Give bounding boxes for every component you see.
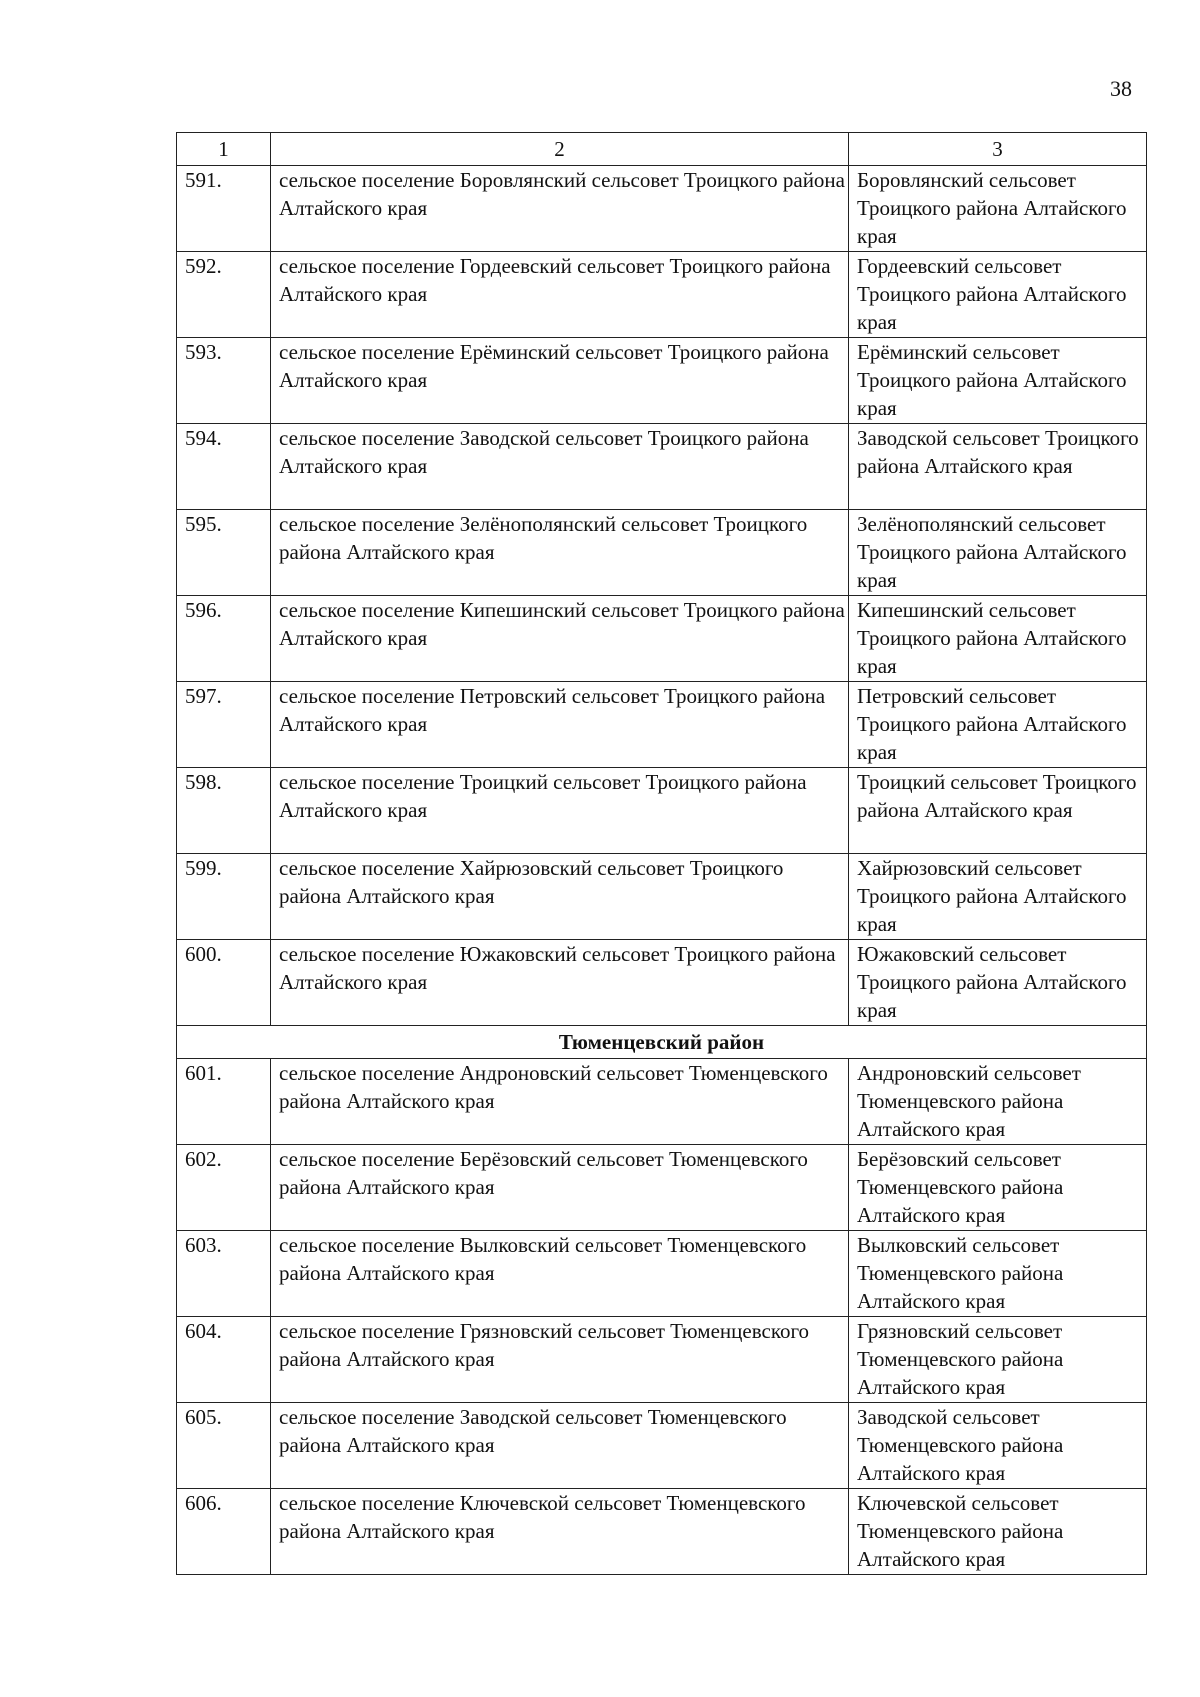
table-header-row <box>177 133 1147 166</box>
short-name-cell: Заводской сельсовет Тюменцевского района Алтайского края <box>849 1403 1147 1489</box>
short-name-cell: Хайрюзовский сельсовет Троицкого района Алтайского края <box>849 854 1147 940</box>
table-row <box>177 940 1147 1026</box>
short-name-cell: Петровский сельсовет Троицкого района Алтайского края <box>849 682 1147 768</box>
full-name-cell: сельское поселение Троицкий сельсовет Троицкого района Алтайского края <box>271 768 849 854</box>
table-row <box>177 682 1147 768</box>
table-row <box>177 854 1147 940</box>
page-number: 38 <box>1110 76 1132 101</box>
row-number-cell: 597. <box>177 682 271 768</box>
table-row <box>177 424 1147 510</box>
row-number-cell: 595. <box>177 510 271 596</box>
row-number-cell: 603. <box>177 1231 271 1317</box>
table-row <box>177 510 1147 596</box>
row-number-cell: 602. <box>177 1145 271 1231</box>
full-name-cell: сельское поселение Ключевской сельсовет Тюменцевского района Алтайского края <box>271 1489 849 1575</box>
table-row <box>177 768 1147 854</box>
short-name-cell: Боровлянский сельсовет Троицкого района Алтайского края <box>849 166 1147 252</box>
section-row <box>177 1026 1147 1059</box>
short-name-cell: Заводской сельсовет Троицкого района Алтайского края <box>849 424 1147 510</box>
short-name-cell: Ключевской сельсовет Тюменцевского района Алтайского края <box>849 1489 1147 1575</box>
short-name-cell: Андроновский сельсовет Тюменцевского района Алтайского края <box>849 1059 1147 1145</box>
table-row <box>177 1231 1147 1317</box>
row-number-cell: 606. <box>177 1489 271 1575</box>
table-row <box>177 1059 1147 1145</box>
table-body <box>177 133 1147 1575</box>
short-name-cell: Троицкий сельсовет Троицкого района Алтайского края <box>849 768 1147 854</box>
full-name-cell: сельское поселение Гордеевский сельсовет Троицкого района Алтайского края <box>271 252 849 338</box>
section-title: Тюменцевский район <box>177 1026 1147 1059</box>
table-row <box>177 166 1147 252</box>
full-name-cell: сельское поселение Боровлянский сельсовет Троицкого района Алтайского края <box>271 166 849 252</box>
short-name-cell: Южаковский сельсовет Троицкого района Алтайского края <box>849 940 1147 1026</box>
full-name-cell: сельское поселение Заводской сельсовет Троицкого района Алтайского края <box>271 424 849 510</box>
row-number-cell: 599. <box>177 854 271 940</box>
full-name-cell: сельское поселение Грязновский сельсовет Тюменцевского района Алтайского края <box>271 1317 849 1403</box>
short-name-cell: Берёзовский сельсовет Тюменцевского района Алтайского края <box>849 1145 1147 1231</box>
table-row <box>177 338 1147 424</box>
column-header-full-name: 2 <box>271 133 849 166</box>
full-name-cell: сельское поселение Петровский сельсовет Троицкого района Алтайского края <box>271 682 849 768</box>
table-row <box>177 596 1147 682</box>
column-header-short-name: 3 <box>849 133 1147 166</box>
table-row <box>177 1489 1147 1575</box>
table-row <box>177 1145 1147 1231</box>
short-name-cell: Кипешинский сельсовет Троицкого района Алтайского края <box>849 596 1147 682</box>
row-number-cell: 604. <box>177 1317 271 1403</box>
table-row <box>177 1403 1147 1489</box>
full-name-cell: сельское поселение Ерёминский сельсовет Троицкого района Алтайского края <box>271 338 849 424</box>
full-name-cell: сельское поселение Заводской сельсовет Тюменцевского района Алтайского края <box>271 1403 849 1489</box>
short-name-cell: Ерёминский сельсовет Троицкого района Алтайского края <box>849 338 1147 424</box>
row-number-cell: 605. <box>177 1403 271 1489</box>
row-number-cell: 598. <box>177 768 271 854</box>
row-number-cell: 596. <box>177 596 271 682</box>
row-number-cell: 591. <box>177 166 271 252</box>
full-name-cell: сельское поселение Зелёнополянский сельсовет Троицкого района Алтайского края <box>271 510 849 596</box>
short-name-cell: Зелёнополянский сельсовет Троицкого района Алтайского края <box>849 510 1147 596</box>
row-number-cell: 600. <box>177 940 271 1026</box>
settlements-table <box>176 132 1147 1575</box>
column-header-number: 1 <box>177 133 271 166</box>
short-name-cell: Грязновский сельсовет Тюменцевского района Алтайского края <box>849 1317 1147 1403</box>
row-number-cell: 594. <box>177 424 271 510</box>
row-number-cell: 593. <box>177 338 271 424</box>
full-name-cell: сельское поселение Берёзовский сельсовет Тюменцевского района Алтайского края <box>271 1145 849 1231</box>
row-number-cell: 601. <box>177 1059 271 1145</box>
full-name-cell: сельское поселение Хайрюзовский сельсовет Троицкого района Алтайского края <box>271 854 849 940</box>
full-name-cell: сельское поселение Вылковский сельсовет Тюменцевского района Алтайского края <box>271 1231 849 1317</box>
table-row <box>177 252 1147 338</box>
full-name-cell: сельское поселение Южаковский сельсовет Троицкого района Алтайского края <box>271 940 849 1026</box>
short-name-cell: Вылковский сельсовет Тюменцевского района Алтайского края <box>849 1231 1147 1317</box>
short-name-cell: Гордеевский сельсовет Троицкого района Алтайского края <box>849 252 1147 338</box>
table-row <box>177 1317 1147 1403</box>
full-name-cell: сельское поселение Андроновский сельсовет Тюменцевского района Алтайского края <box>271 1059 849 1145</box>
row-number-cell: 592. <box>177 252 271 338</box>
full-name-cell: сельское поселение Кипешинский сельсовет Троицкого района Алтайского края <box>271 596 849 682</box>
